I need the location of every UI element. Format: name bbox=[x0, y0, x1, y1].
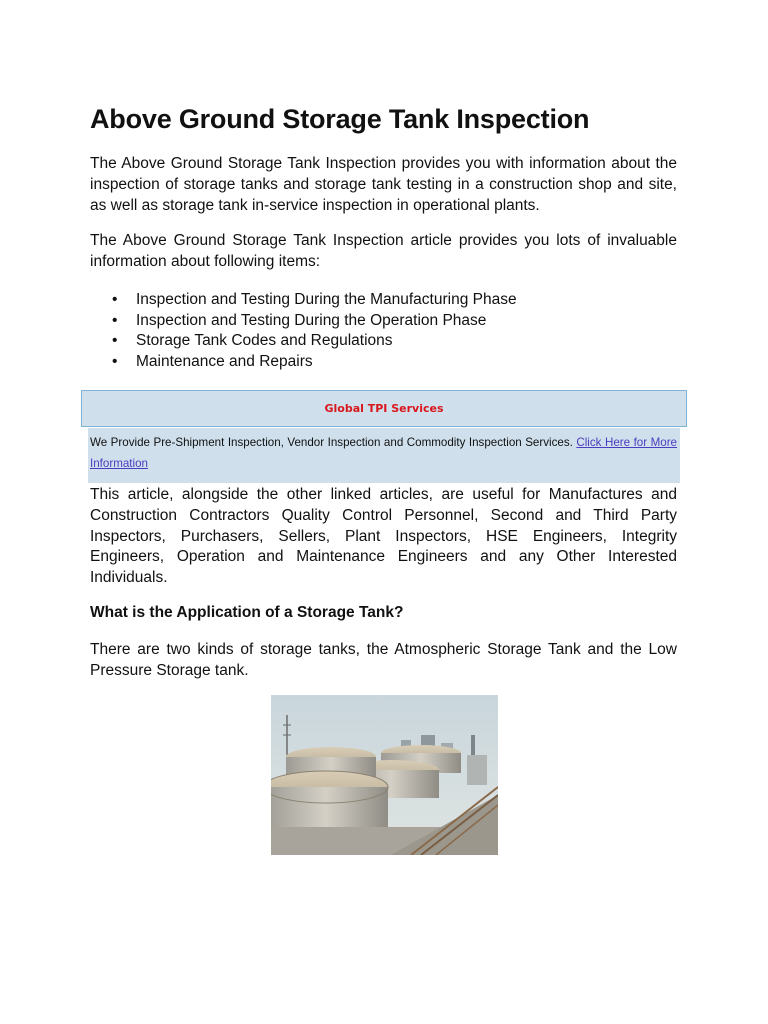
ad-title: Global TPI Services bbox=[324, 402, 444, 415]
list-item: • Inspection and Testing During the Manufacturing Phase bbox=[90, 290, 517, 311]
list-item: • Maintenance and Repairs bbox=[90, 352, 517, 373]
bullet-icon: • bbox=[112, 332, 118, 350]
section-paragraph: There are two kinds of storage tanks, the Atmospheric Storage Tank and the Low Pressure Storage tank. bbox=[90, 641, 677, 679]
ad-text: We Provide Pre-Shipment Inspection, Vendor Inspection and Commodity Inspection Services. Click Here for More Information bbox=[90, 436, 677, 470]
page-title: Above Ground Storage Tank Inspection bbox=[90, 104, 590, 134]
bullet-icon: • bbox=[112, 352, 118, 370]
topics-list bbox=[90, 290, 517, 372]
storage-tanks-photo bbox=[271, 695, 498, 855]
bullet-icon: • bbox=[112, 291, 118, 308]
intro-paragraph: The Above Ground Storage Tank Inspection provides you with information about the inspection of storage tanks and storage tank testing in a construction shop and site, as well as storage tank in-service inspection in operational plants. bbox=[90, 155, 677, 214]
more-information-link[interactable]: Click Here for More Information bbox=[90, 436, 677, 470]
ad-banner-body bbox=[88, 428, 680, 483]
section-heading: What is the Application of a Storage Tank? bbox=[90, 604, 404, 621]
storage-tanks-image bbox=[271, 695, 498, 855]
ad-banner-header bbox=[81, 390, 687, 427]
lead-paragraph: The Above Ground Storage Tank Inspection article provides you lots of invaluable information about following items: bbox=[90, 232, 677, 270]
audience-paragraph: This article, alongside the other linked articles, are useful for Manufactures and Construction Contractors Quality Control Personnel, Second and Third Party Inspectors, Purchasers, Sellers, Plant Inspectors, HSE Engineers, Integrity Engineers, Operation and Maintenance Engineers and any Other Interested Individuals. bbox=[90, 486, 677, 587]
bullet-icon: • bbox=[112, 311, 118, 329]
list-item: • Storage Tank Codes and Regulations bbox=[90, 331, 517, 352]
list-item: • Inspection and Testing During the Operation Phase bbox=[90, 311, 517, 332]
